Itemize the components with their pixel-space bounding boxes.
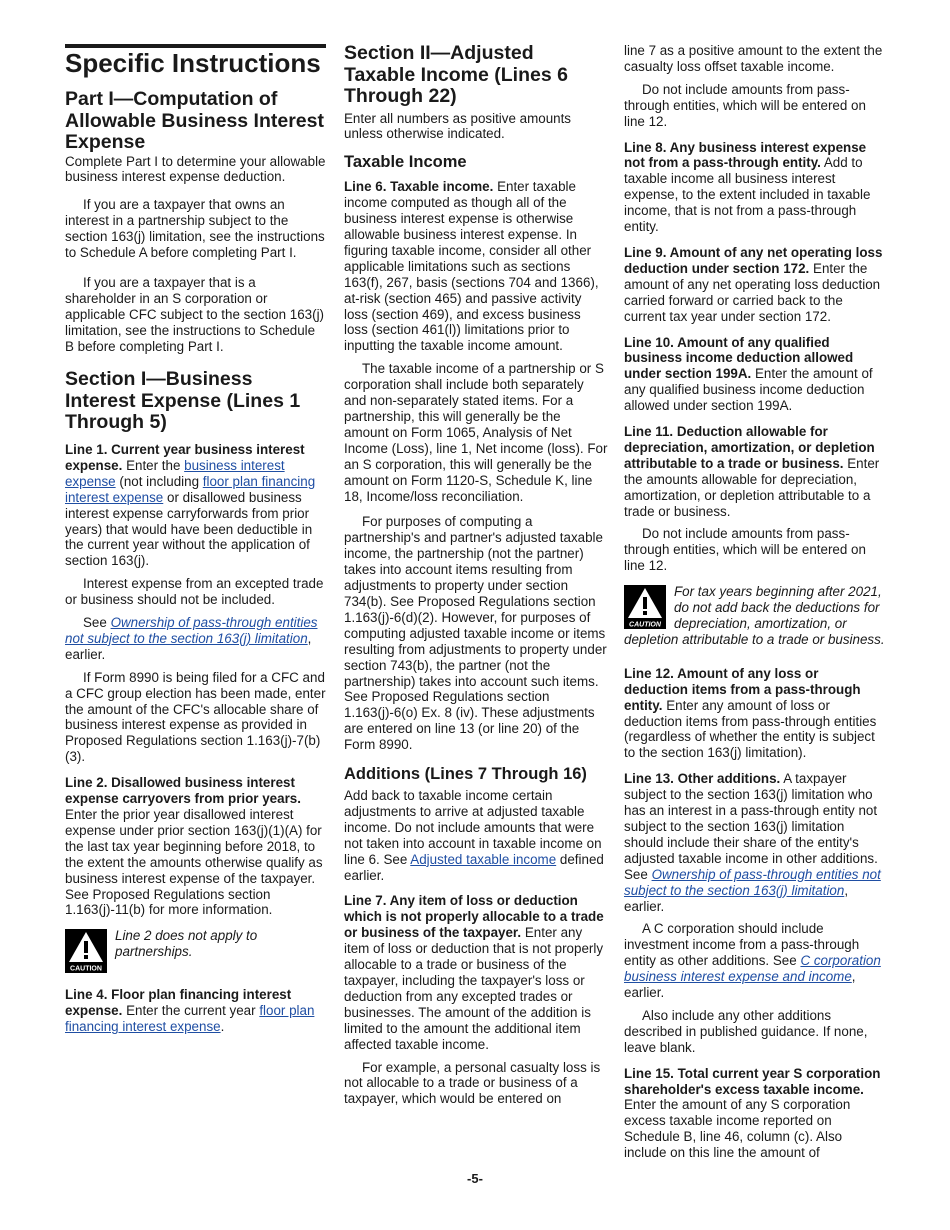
line13-post: , earlier. [624, 882, 849, 914]
caution-text-2: For tax years beginning after 2021, do not add back the deductions for depreciation, amortization, or depletion attributable to a trade or business. [624, 584, 885, 647]
line13-c-corp-post: , earlier. [624, 969, 856, 1001]
line15-text: Enter the amount of any S corporation excess taxable income reported on Schedule B, line 46, column (c). Also include on this line the amount of [624, 1097, 851, 1161]
additions-intro-text: Add back to taxable income certain adjustments to arrive at adjusted taxable income. Do not include amounts that were not taken into account in taxable income on line 6. See [344, 788, 602, 867]
ownership-pass-through-link-2[interactable]: Ownership of pass-through entities not subject to the section 163(j) limitation [624, 866, 881, 898]
column-1 [65, 48, 327, 1042]
line1-paragraph [65, 442, 327, 569]
c-corp-interest-link[interactable]: C corporation business interest expense and income [624, 953, 881, 985]
line8-text: Add to taxable income all business interest expense, to the extent included in taxable income, that is not from a pass-through entity. [624, 155, 871, 235]
line11-title: Line 11. Deduction allowable for depreciation, amortization, or depletion attributable to a trade or business. [624, 424, 875, 471]
floor-plan-financing-link[interactable]: floor plan financing interest expense [65, 473, 316, 505]
page-number: -5- [467, 1171, 483, 1186]
line7-pass-through-note: Do not include amounts from pass-through entities, which will be entered on line 12. [624, 81, 866, 129]
line6-text: Enter taxable income computed as though all of the business interest expense is otherwise allowable business interest expense. In figuring taxable income, consider all other applicable limitations such as sections 163(f), 267, basis (sections 704 and 1366), at-risk (section 465) and passive activity loss (section 469), and excess business loss (section 461(l)) limitations prior to inputting the taxable income amount. [344, 179, 599, 354]
line7-title: Line 7. Any item of loss or deduction which is not properly allocable to a trade or business of the taxpayer. [344, 893, 604, 941]
line6-title: Line 6. Taxable income. [344, 179, 494, 195]
additions-heading: Additions (Lines 7 Through 16) [344, 765, 587, 784]
line1-see-ownership [65, 615, 327, 663]
line7-paragraph [344, 893, 608, 1052]
line1-excepted-note: Interest expense from an excepted trade or business should not be included. [65, 576, 324, 608]
line9-title: Line 9. Amount of any net operating loss deduction under section 172. [624, 244, 883, 276]
line4-period: . [220, 1019, 225, 1035]
line6-adjustments-note: For purposes of computing a partnership's and partner's adjusted taxable income, the partnership (not the partner) takes into account items resulting from adjustments to property under section 734(b). See Proposed Regulations section 1.163(j)-6(d)(2). However, for purposes of computing adjusted taxable income or items resulting from adjustments to property under section 743(b), the partner (not the partnership) takes into account such items. See Proposed Regulations section 1.163(j)-6(o) Ex. 8 (iv). These adjustments are entered on line 13 (or line 20) of the Form 8990. [344, 514, 607, 753]
section2-intro: Enter all numbers as positive amounts unless otherwise indicated. [344, 110, 572, 142]
line1-text-a: Enter the [126, 457, 181, 473]
line1-title: Line 1. Current year business interest expense. [65, 441, 305, 473]
line2-text: Enter the prior year disallowed interest expense under prior section 163(j)(1)(A) for the last tax year beginning before 2018, to the extent the amounts otherwise qualify as business interest expense of the taxpayer. See Proposed Regulations section 1.163(j)-11(b) for more information. [65, 807, 323, 918]
additions-intro [344, 788, 608, 883]
line15-title: Line 15. Total current year S corporation shareholder's excess taxable income. [624, 1065, 881, 1097]
line7-example: For example, a personal casualty loss is not allocable to a trade or business of a taxpayer, which would be entered on [344, 1059, 601, 1107]
column-3 [624, 43, 886, 1168]
part1-partnership-note: If you are a taxpayer that owns an interest in a partnership subject to the section 163(j) limitation, see the instructions to Schedule A before completing Part I. [65, 197, 325, 261]
caution-icon-label: CAUTION [629, 621, 661, 629]
line1-text-c: or disallowed business interest expense carryforwards from prior years) that would have been deductible in the current year without the application of section 163(j). [65, 489, 313, 569]
line7-text: Enter any item of loss or deduction that is not properly allocable to a trade or business of the taxpayer, including the taxpayer's loss or deduction from any excepted trades or businesses. The amount of the addition is limited to the amount the additional item affected taxable income. [344, 925, 604, 1052]
line1-see-text: See [83, 615, 107, 631]
line1-see-post: , earlier. [65, 630, 312, 662]
line11-text: Enter the amounts allowable for depreciation, amortization, or depletion attributable to a trade or business. [624, 455, 880, 519]
line15-paragraph [624, 1066, 886, 1161]
line4-title: Line 4. Floor plan financing interest expense. [65, 987, 292, 1019]
line13-c-corp-text: A C corporation should include investment income from a pass-through entity as other additions. See [624, 921, 860, 969]
business-interest-expense-link[interactable]: business interest expense [65, 457, 285, 489]
line6-paragraph [344, 179, 608, 354]
line2-paragraph [65, 775, 327, 918]
taxable-income-heading: Taxable Income [344, 153, 467, 172]
line13-paragraph [624, 771, 886, 914]
line2-title: Line 2. Disallowed business interest expense carryovers from prior years. [65, 775, 301, 807]
additions-intro-post: defined earlier. [344, 851, 604, 883]
line8-paragraph [624, 140, 886, 235]
line13-text: A taxpayer subject to the section 163(j) limitation who has an interest in a pass-through entity not subject to the section 163(j) limitation should include their share of the entity's adjusted taxable income in other additions. See [624, 771, 878, 882]
caution-box-2 [624, 584, 886, 648]
adjusted-taxable-income-link[interactable]: Adjusted taxable income [410, 851, 557, 867]
caution-box-1 [65, 928, 327, 973]
line12-title: Line 12. Amount of any loss or deduction items from a pass-through entity. [624, 665, 861, 713]
line13-c-corp-note [624, 921, 886, 1001]
line10-paragraph [624, 335, 886, 415]
line13-title: Line 13. Other additions. [624, 771, 781, 787]
line10-title: Line 10. Amount of any qualified business income deduction allowed under section 199A. [624, 334, 854, 382]
section2-heading: Section II—Adjusted Taxable Income (Lines 6 Through 22) [344, 42, 568, 107]
floor-plan-financing-link-2[interactable]: floor plan financing interest expense [65, 1003, 315, 1035]
column-2 [344, 43, 608, 1114]
caution-text-1: Line 2 does not apply to partnerships. [115, 928, 258, 960]
line4-paragraph [65, 987, 327, 1035]
caution-icon [65, 929, 107, 973]
line12-text: Enter any amount of loss or deduction items from pass-through entities (regardless of whether the entity is subject to the section 163(j) limitation). [624, 697, 877, 761]
part1-heading: Part I—Computation of Allowable Business Interest Expense [65, 88, 324, 153]
line8-title: Line 8. Any business interest expense not from a pass-through entity. [624, 139, 867, 171]
page-title: Specific Instructions [65, 48, 321, 78]
section1-heading: Section I—Business Interest Expense (Lines 1 Through 5) [65, 368, 301, 434]
part1-s-corp-note: If you are a taxpayer that is a shareholder in an S corporation or applicable CFC subject to the section 163(j) limitation, see the instructions to Schedule B before completing Part I. [65, 274, 325, 354]
caution-icon [624, 585, 666, 629]
line4-text: Enter the current year [126, 1003, 256, 1019]
line1-cfc-note: If Form 8990 is being filed for a CFC and a CFC group election has been made, enter the amount of the CFC's allocable share of business interest expense as provided in Proposed Regulations section 1.163(j)-7(b)(3). [65, 669, 326, 765]
line11-paragraph [624, 424, 886, 519]
line9-paragraph [624, 245, 886, 325]
line6-partnership-note: The taxable income of a partnership or S corporation shall include both separately and non-separately stated items. For a partnership, this will generally be the amount on Form 1065, Analysis of Net Income (Loss), line 1, Net income (loss). For an S corporation, this will generally be the amount on Form 1120-S, Schedule K, line 18, Income/loss reconciliation. [344, 361, 608, 504]
line11-pass-through-note: Do not include amounts from pass-through entities, which will be entered on line 12. [624, 526, 866, 574]
part1-intro: Complete Part I to determine your allowable business interest expense deduction. [65, 153, 326, 185]
ownership-pass-through-link[interactable]: Ownership of pass-through entities not subject to the section 163(j) limitation [65, 615, 318, 646]
line12-paragraph [624, 666, 886, 761]
caution-icon-label: CAUTION [70, 965, 102, 973]
line13-other-additions-note: Also include any other additions described in published guidance. If none, leave blank. [624, 1007, 868, 1055]
line9-text: Enter the amount of any net operating loss deduction carried forward or carried back to the current tax year under section 172. [624, 260, 881, 324]
line10-text: Enter the amount of any qualified business income deduction allowed under section 199A. [624, 366, 873, 414]
line1-text-b: (not including [119, 473, 200, 489]
line7-continued: line 7 as a positive amount to the extent the casualty loss offset taxable income. [624, 43, 883, 74]
